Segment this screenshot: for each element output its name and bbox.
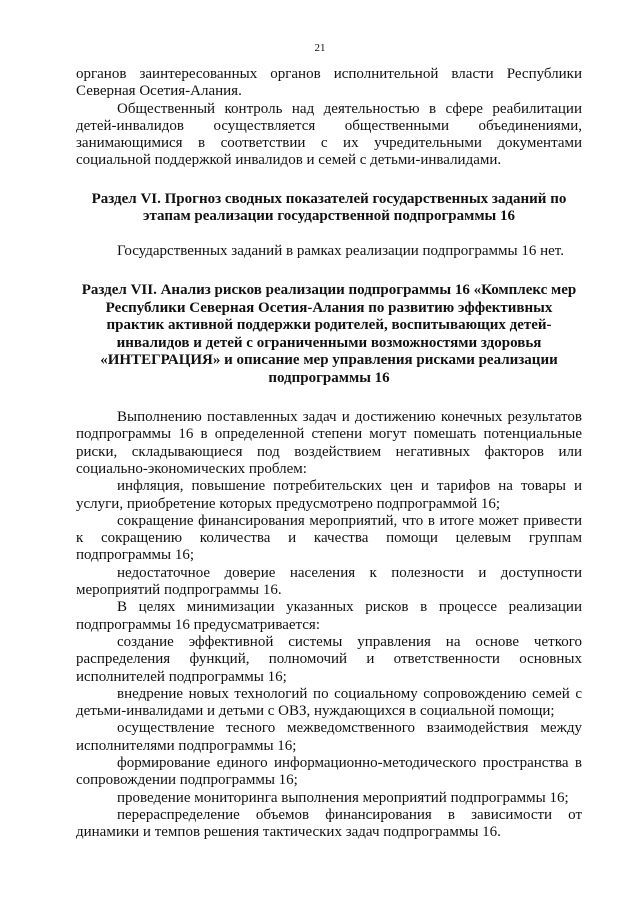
mitigation-intro-paragraph: В целях минимизации указанных рисков в процессе реализации подпрограммы 16 предусматривается: (76, 599, 582, 633)
section-7-heading: Раздел VII. Анализ рисков реализации подпрограммы 16 «Комплекс мер Республики Северная Осетия-Алания по развитию эффективных практик активной поддержки родителей, воспитывающих детей-инвалидов и детей с ограниченными возможностями здоровья «ИНТЕГРАЦИЯ» и описание мер управления рисками реализации подпрограммы 16 (81, 282, 577, 386)
page-content (76, 66, 582, 842)
section-6-heading: Раздел VI. Прогноз сводных показателей государственных заданий по этапам реализации государственной подпрограммы 16 (91, 190, 567, 225)
risks-intro-paragraph: Выполнению поставленных задач и достижению конечных результатов подпрограммы 16 в определенной степени могут помешать потенциальные риски, складывающиеся под воздействием негативных факторов или социально-экономических проблем: (76, 409, 582, 477)
measure-item-info-space: формирование единого информационно-методического пространства в сопровождении подпрограммы 16; (76, 755, 582, 789)
page-number: 21 (314, 42, 326, 54)
risk-item-distrust: недостаточное доверие населения к полезности и доступности мероприятий подпрограммы 16. (76, 564, 582, 599)
measure-item-interagency: осуществление тесного межведомственного взаимодействия между исполнителями подпрограммы 16; (76, 720, 582, 754)
section-6-text: Государственных заданий в рамках реализации подпрограммы 16 нет. (117, 242, 564, 259)
risk-item-funding-cut: сокращение финансирования мероприятий, что в итоге может привести к сокращению количества и качества помощи целевым группам подпрограммы 16; (76, 512, 582, 564)
measure-item-new-technologies: внедрение новых технологий по социальному сопровождению семей с детьми-инвалидами и детьми с ОВЗ, нуждающихся в социальной помощи; (76, 685, 582, 720)
paragraph-continuation: органов заинтересованных органов исполнительной власти Республики Северная Осетия-Алания. (76, 66, 582, 100)
measure-item-monitoring: проведение мониторинга выполнения мероприятий подпрограммы 16; (117, 789, 569, 806)
paragraph-public-control: Общественный контроль над деятельностью в сфере реабилитации детей-инвалидов осуществляется общественными объединениями, занимающимися в соответствии с их учредительными документами социальной поддержкой инвалидов и семей с детьми-инвалидами. (76, 100, 582, 169)
risk-item-inflation: инфляция, повышение потребительских цен и тарифов на товары и услуги, приобретение которых предусмотрено подпрограммой 16; (76, 478, 582, 512)
measure-item-redistribution: перераспределение объемов финансирования в зависимости от динамики и темпов решения тактических задач подпрограммы 16. (76, 806, 582, 841)
measure-item-management-system: создание эффективной системы управления на основе четкого распределения функций, полномочий и ответственности основных исполнителей подпрограммы 16; (76, 633, 582, 685)
